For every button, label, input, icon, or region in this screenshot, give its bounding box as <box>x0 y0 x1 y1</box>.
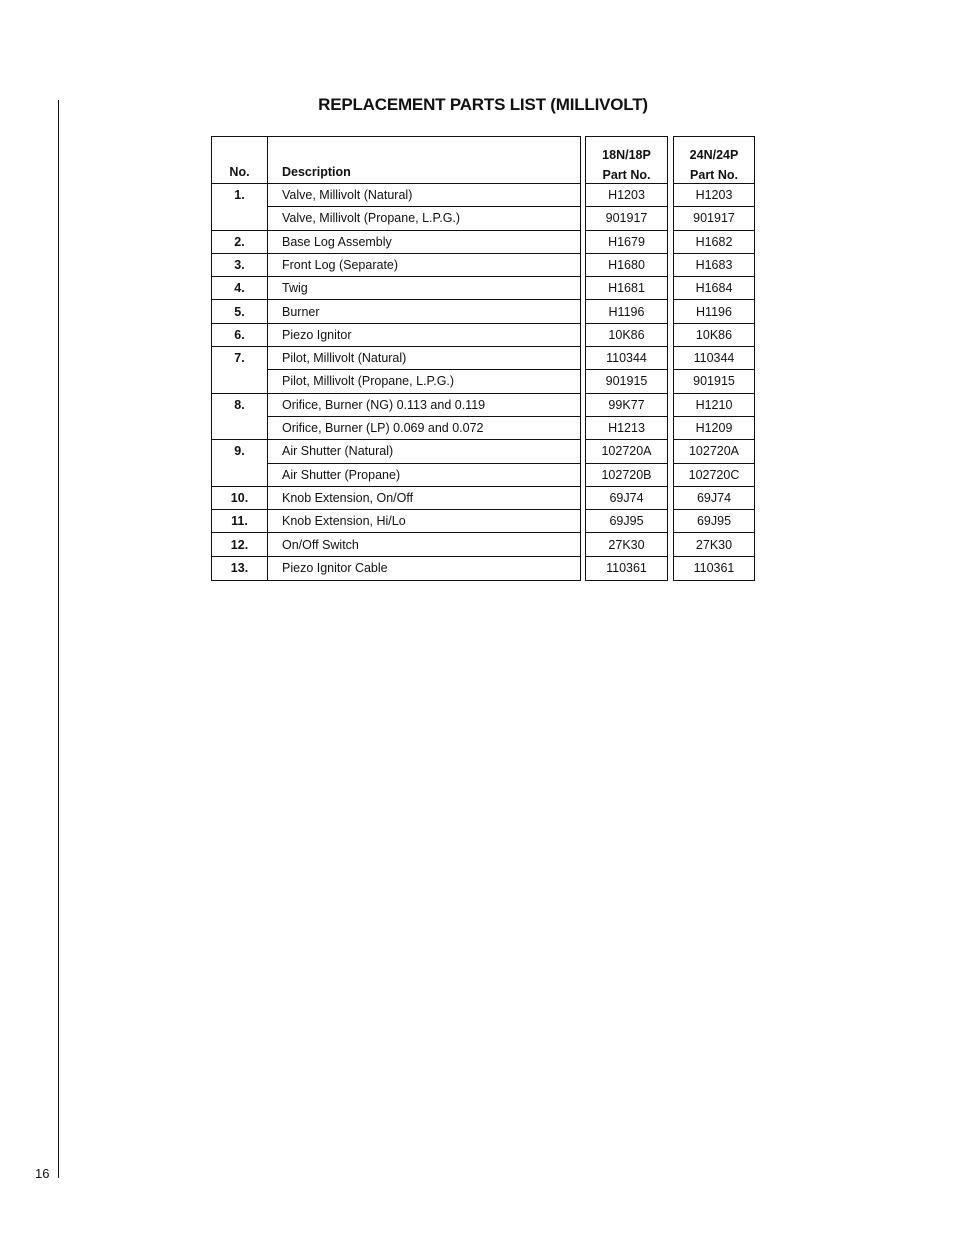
part-number-24n24p: 69J74 <box>696 490 732 505</box>
part-number-18n18p: 901917 <box>605 211 648 226</box>
part-number-18n18p: H1196 <box>608 304 645 319</box>
table-row <box>586 557 667 580</box>
part-number-24n24p: 27K30 <box>695 537 733 552</box>
part-number-24n24p: 10K86 <box>695 327 733 342</box>
part-number-24n24p: H1682 <box>695 234 733 249</box>
table-row <box>586 417 667 440</box>
part-number-24n24p: 102720C <box>688 467 740 482</box>
part-number-24n24p: H1684 <box>695 281 733 296</box>
table-row <box>674 231 754 254</box>
table-row <box>212 510 580 533</box>
part-number-24n24p: H1196 <box>696 304 732 319</box>
part-number-18n18p: 110361 <box>606 560 647 575</box>
table-row <box>674 394 754 417</box>
table-row <box>674 370 754 393</box>
table-row <box>212 231 580 254</box>
part-number-index: 13. <box>230 560 249 575</box>
part-number-18n18p: 110344 <box>606 351 647 366</box>
part-number-18n18p: 102720B <box>601 467 652 482</box>
part-number-18n18p: H1213 <box>608 421 645 435</box>
table-row <box>674 417 754 440</box>
table-header <box>212 137 580 184</box>
table-row <box>674 510 754 533</box>
table-row <box>586 324 667 347</box>
table-row <box>586 347 667 370</box>
table-row <box>674 277 754 300</box>
table-row <box>212 534 580 557</box>
table-row <box>212 440 580 463</box>
part-number-24n24p: 69J95 <box>696 514 732 529</box>
part-description: Base Log Assembly <box>267 231 580 254</box>
part-description: Knob Extension, Hi/Lo <box>267 510 580 533</box>
part-number-18n18p: H1681 <box>608 281 645 296</box>
margin-rule <box>58 100 59 1178</box>
table-row <box>674 347 754 370</box>
part-number-index: 8. <box>234 397 245 412</box>
part-number-24n24p: H1203 <box>695 188 733 202</box>
part-description: Front Log (Separate) <box>267 254 580 277</box>
part-number-24n24p: 901915 <box>693 374 735 389</box>
part-number-index: 4. <box>234 281 245 296</box>
table-row <box>586 487 667 510</box>
part-number-18n18p: 69J74 <box>609 490 644 505</box>
part-number-index: 3. <box>234 257 245 272</box>
table-row <box>212 417 580 440</box>
table-row <box>212 184 580 207</box>
table-row <box>674 487 754 510</box>
table-row <box>586 254 667 277</box>
header-18n18p-model: 18N/18P <box>602 148 651 162</box>
part-number-18n18p: 99K77 <box>608 397 645 412</box>
part-number-24n24p: 110361 <box>693 560 735 575</box>
part-description: Burner <box>267 301 580 324</box>
part-number-24n24p: H1210 <box>695 397 733 412</box>
part-number-index: 1. <box>234 188 245 202</box>
table-row <box>586 207 667 230</box>
table-row <box>674 440 754 463</box>
part-number-24n24p: H1209 <box>695 421 733 435</box>
part-number-24n24p: 102720A <box>688 444 740 459</box>
table-header-18n18p <box>586 137 667 184</box>
table-row <box>674 184 754 207</box>
part-description: Air Shutter (Natural) <box>267 440 580 463</box>
table-row <box>674 301 754 324</box>
parts-table-18n18p <box>585 136 668 581</box>
part-description: Orifice, Burner (NG) 0.113 and 0.119 <box>267 394 580 417</box>
table-row <box>674 207 754 230</box>
part-description: Piezo Ignitor <box>267 324 580 347</box>
part-description: Orifice, Burner (LP) 0.069 and 0.072 <box>267 417 580 440</box>
table-row <box>212 324 580 347</box>
header-18n18p-partno: Part No. <box>602 168 651 182</box>
table-row <box>674 254 754 277</box>
table-row <box>586 510 667 533</box>
header-24n24p-model: 24N/24P <box>689 148 739 162</box>
part-number-index: 7. <box>234 351 245 366</box>
part-number-index: 2. <box>234 234 245 249</box>
table-header-24n24p <box>674 137 754 184</box>
part-description: Twig <box>267 277 580 300</box>
part-number-18n18p: 102720A <box>601 444 652 459</box>
part-description: Valve, Millivolt (Propane, L.P.G.) <box>267 207 580 230</box>
table-row <box>674 557 754 580</box>
table-row <box>586 184 667 207</box>
table-row <box>212 394 580 417</box>
part-description: Valve, Millivolt (Natural) <box>267 184 580 207</box>
table-row <box>674 324 754 347</box>
table-row <box>674 464 754 487</box>
table-row <box>586 370 667 393</box>
page-title: REPLACEMENT PARTS LIST (MILLIVOLT) <box>318 95 648 114</box>
table-row <box>212 347 580 370</box>
table-row <box>212 557 580 580</box>
table-row <box>212 207 580 230</box>
table-row <box>212 370 580 393</box>
part-number-18n18p: 10K86 <box>608 327 645 342</box>
part-description: Piezo Ignitor Cable <box>282 560 388 575</box>
part-number-index: 11. <box>231 514 248 529</box>
table-row <box>586 301 667 324</box>
page-number: 16 <box>35 1166 50 1181</box>
part-number-24n24p: H1683 <box>695 257 733 272</box>
part-number-index: 6. <box>234 327 245 342</box>
table-row <box>212 464 580 487</box>
table-row <box>212 301 580 324</box>
part-description: On/Off Switch <box>267 534 580 557</box>
part-number-18n18p: H1680 <box>608 257 645 272</box>
part-description: Pilot, Millivolt (Propane, L.P.G.) <box>267 370 580 393</box>
table-row <box>586 534 667 557</box>
table-row <box>586 277 667 300</box>
table-row <box>586 440 667 463</box>
part-number-18n18p: 901915 <box>605 374 648 389</box>
part-number-18n18p: H1203 <box>608 188 645 202</box>
parts-table-main <box>211 136 581 581</box>
part-number-index: 12. <box>230 537 249 552</box>
part-number-index: 9. <box>234 444 245 459</box>
part-description: Air Shutter (Propane) <box>267 464 580 487</box>
table-row <box>212 277 580 300</box>
part-description: Pilot, Millivolt (Natural) <box>267 347 580 370</box>
part-number-24n24p: 110344 <box>693 351 735 366</box>
header-no: No. <box>229 165 250 179</box>
table-row <box>586 231 667 254</box>
table-row <box>674 534 754 557</box>
header-description: Description <box>282 165 351 179</box>
part-number-24n24p: 901917 <box>693 211 735 226</box>
part-number-index: 5. <box>234 304 245 319</box>
part-number-18n18p: H1679 <box>608 234 645 249</box>
table-row <box>586 464 667 487</box>
part-description: Knob Extension, On/Off <box>267 487 580 510</box>
part-number-18n18p: 27K30 <box>608 537 645 552</box>
header-24n24p-partno: Part No. <box>690 168 738 182</box>
parts-table-24n24p <box>673 136 755 581</box>
part-number-index: 10. <box>230 490 249 505</box>
table-row <box>586 394 667 417</box>
part-number-18n18p: 69J95 <box>609 514 644 529</box>
table-row <box>212 487 580 510</box>
table-row <box>212 254 580 277</box>
